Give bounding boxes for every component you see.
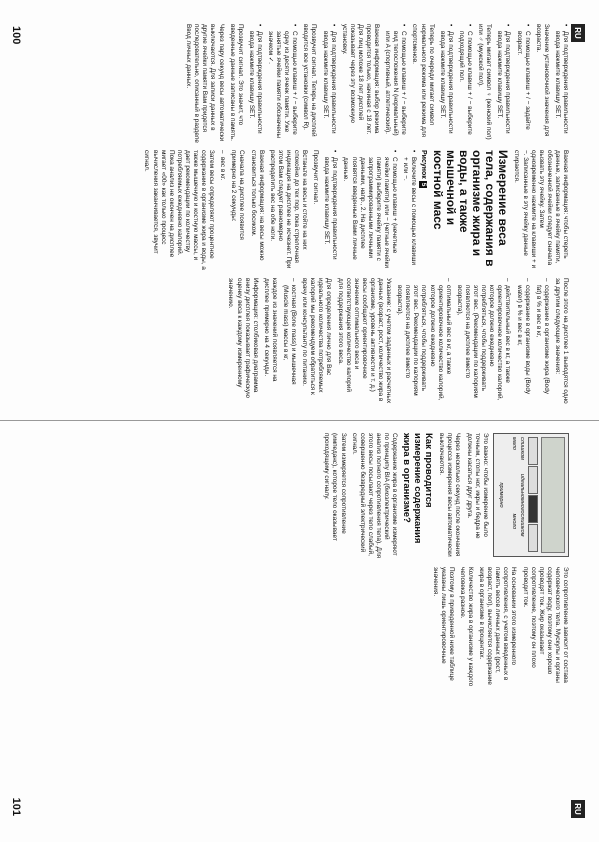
paragraph: • С помощью клавиш + / − выберите одну из десяти ячеек памяти. Уже занятые ячейки памяти обозначены значком ✓. bbox=[266, 24, 298, 144]
paragraph: Через несколько секунд после окончания процесса измерения весы автоматически выключаются. bbox=[438, 433, 462, 557]
column-1 bbox=[26, 24, 569, 144]
column-5 bbox=[26, 567, 569, 693]
figure-reference bbox=[419, 150, 427, 270]
column-3 bbox=[26, 278, 569, 404]
figure-label: Рисунок bbox=[420, 150, 428, 179]
paragraph: Теперь мигает символ ♀ (женский пол) или ♂ (мужской пол). bbox=[477, 24, 493, 140]
paragraph: Через пару секунд весы автоматически выключаются. Для записи данных в другие ячейки памяти Вам придется последовательно, описанный в разделе Ввод личных данных. bbox=[185, 24, 225, 143]
note: Указание: с учетом заданных и расчетных данных (возраст, рост, количество жира в организме, уровень активности и т. д.) весы сообщают ориентировочное значение оптимального веса и соответствующее количество калорий для поддержания этого веса. bbox=[336, 278, 393, 404]
paragraph: каждое из значений появляется на дисплее примерно на 4 секунды. bbox=[262, 278, 278, 382]
list-item: – костная (Bone mass) и мышечная (Muscle mass) массы в кг, bbox=[281, 278, 297, 404]
list-item: – оптимальный вес в кг, а также ориентировочное количество калорий, которое должно ежедневно потребляться, чтобы поддерживать этот вес. Рекомендации по калориям появляются на дисплее вместо возраста). bbox=[395, 278, 452, 404]
important-note: Важная информация: на весы можно становиться только босиком. bbox=[249, 150, 265, 261]
paragraph: Для определения лично для Вас идеального количества потребляемых калорий мы рекомендуем обратиться к врачу или консультанту по питанию. bbox=[301, 278, 333, 395]
paragraph: Значение установочной значения для возраста. bbox=[534, 24, 550, 137]
paragraph: • Для подтверждения правильности ввода нажмите клавишу SET. bbox=[553, 24, 569, 144]
lcd-screen bbox=[541, 437, 565, 553]
paragraph: Затем измеряется сопротивление (импеданс), которое тело оказывает проходящему сигналу. bbox=[323, 433, 347, 541]
paragraph: На основании этого измеренного сопротивления, с учетом введенных в память весов личных данных (рост, возраст, пол), вычисляется содержание жира в организме в процентах. bbox=[478, 567, 518, 685]
paragraph: • С помощью клавиш + (нечетные ячейки памяти) или − (четные ячейки памяти) выберите ячейку памяти с запрограммированными личными данными, напр., 2. На дисплее появятся введенные Вами личные данные. bbox=[341, 150, 398, 270]
bar-segment bbox=[528, 495, 538, 523]
paragraph: • С помощью клавиш + / − выберите подходящий пол. bbox=[457, 24, 473, 144]
paragraph: Теперь по очереди мигает символ нормального режима или режима для спортсменов. bbox=[411, 24, 435, 138]
info-note: Информация: столбиковая диаграмма внизу дисплея показывает графическую оценку веса к каждому измеренному значению. bbox=[227, 278, 259, 398]
paragraph: • Для подтверждения правильности ввода нажмите клавишу SET. bbox=[438, 24, 454, 144]
paragraph: – вес в кг. bbox=[218, 150, 226, 270]
paragraph: • Для подтверждения правильности ввода нажмите клавишу SET. bbox=[247, 24, 263, 144]
figure-number: 5 bbox=[420, 182, 428, 187]
paragraph: Сначала на дисплее появится примерно на 2 секунды: bbox=[230, 150, 246, 240]
paragraph: Это сопротивление зависит от состава человеческого тела. Мускулы и органы содержат воду, поэтому они хорошо проводят ток. Жир оказывает сопротивление, поэтому он плохо проводит ток. bbox=[521, 567, 569, 683]
bar-segment bbox=[528, 466, 538, 494]
section-heading: Измерение веса тела, содержания в организме жира и воды, а также мышечной и костной масс bbox=[431, 150, 511, 267]
column-4 bbox=[26, 433, 569, 559]
scale-labels bbox=[507, 434, 528, 556]
scale-label: идеально bbox=[519, 473, 525, 498]
language-tab: RU bbox=[571, 24, 585, 42]
paragraph: • Для подтверждения правильности ввода нажмите клавишу SET. bbox=[495, 24, 511, 144]
scale-sublabel-row bbox=[494, 434, 507, 556]
scale-label: слишком много bbox=[510, 513, 525, 537]
bar-segment bbox=[528, 524, 538, 552]
paragraph: Количество жира в организме у каждого человека разное. bbox=[458, 567, 474, 687]
scale-label: слишком мало bbox=[510, 437, 525, 460]
page-number: 101 bbox=[10, 797, 22, 816]
bar-indicator bbox=[528, 437, 538, 553]
paragraph: • С помощью клавиш + / − выберите вид телосложения N (нормальный) или A (спортивный, атлетический). bbox=[383, 24, 407, 144]
paragraph: Встаньте на весы и стойте на них спокойно до тех пор, пока стрелочная индикация на дисплее не исчезнет. При этом Вам следует равномерно распределить вес на обе ноги. bbox=[268, 150, 309, 269]
list-item: – содержание в организме жира (Body fat) в % и вес в кг, bbox=[534, 278, 550, 404]
paragraph: • Для подтверждения правильности ввода нажмите клавишу SET. bbox=[320, 24, 336, 144]
important-note: Важная информация: чтобы стереть данные, записанные в ячейку памяти, обозначенной ячейки следует сначала вызвать эту ячейку. Затем одновременно нажмите на клавиши + и −. Записанные в эту ячейку данные стираются. bbox=[513, 150, 569, 269]
scale-sublabel: примерно bbox=[497, 482, 504, 508]
paragraph: • С помощью клавиш + / − задайте возраст. bbox=[514, 24, 530, 144]
section-heading: Как проводится измерение содержания жира в организме? bbox=[401, 433, 435, 544]
important-note: Важная информация: выбор режима проводится только, начиная с 18 лет. Для лиц моложе 18 лет дисплей показывает через эту возможную установку. bbox=[340, 24, 381, 135]
paragraph: • Для подтверждения правильности ввода нажмите клавишу SET. bbox=[322, 150, 338, 270]
right-page bbox=[0, 421, 599, 842]
paragraph: Прозвучит сигнал. Это значит, что введенные данные записаны в память. bbox=[228, 24, 244, 141]
list-item: – действительный вес в кг, а также ориентировочное количество калорий, которое должно ежедневно потребляться, чтобы поддерживать этот вес. (Рекомендации по калориям появляются на дисплее вместо возраста), bbox=[455, 278, 512, 404]
scale-display-figure bbox=[493, 433, 569, 557]
paragraph: После этого на дисплее 1 выводятся одно за другим следующие значения: bbox=[553, 278, 569, 404]
list-item: – содержание в организме воды (Body water) в % и вес в кг, bbox=[514, 278, 530, 404]
paragraph: Прозвучит сигнал. Теперь на дисплей вводится все установки (символ R). bbox=[302, 24, 318, 137]
column-2 bbox=[26, 150, 569, 270]
paragraph: Содержание жира в организме измеряют по принципу BIA (биоэлектрический анализ полного сопротивления тела). Для этого весы посылают через тело слабый, совершенно безвредный электрический сигнал. bbox=[350, 433, 399, 559]
paragraph: Затем весы определяют процентное содержание в организме жира и воды, а также мышечную и костную массы, и дает рекомендации по количеству потребляемых ежедневно калорий. Пока анализ не окончен на дисплее мигает «00» как только процесс вычисления заканчивается, звучит сигнал. bbox=[143, 150, 216, 270]
important-note: Это важно: чтобы измерение было точным, стопы ног, икры и бедра не должны касаться друг друга. bbox=[465, 433, 489, 539]
paragraph: Поэтому в приведенной ниже таблице указаны лишь ориентировочные значения. bbox=[431, 567, 455, 681]
language-tab: RU bbox=[571, 800, 585, 818]
paragraph: Прозвучит сигнал. bbox=[312, 150, 320, 205]
paragraph: • Включите весы с помощью клавиши + или −. bbox=[401, 150, 417, 270]
page-number: 100 bbox=[10, 26, 22, 45]
scale-label: много bbox=[519, 498, 525, 514]
bar-segment bbox=[528, 437, 538, 465]
